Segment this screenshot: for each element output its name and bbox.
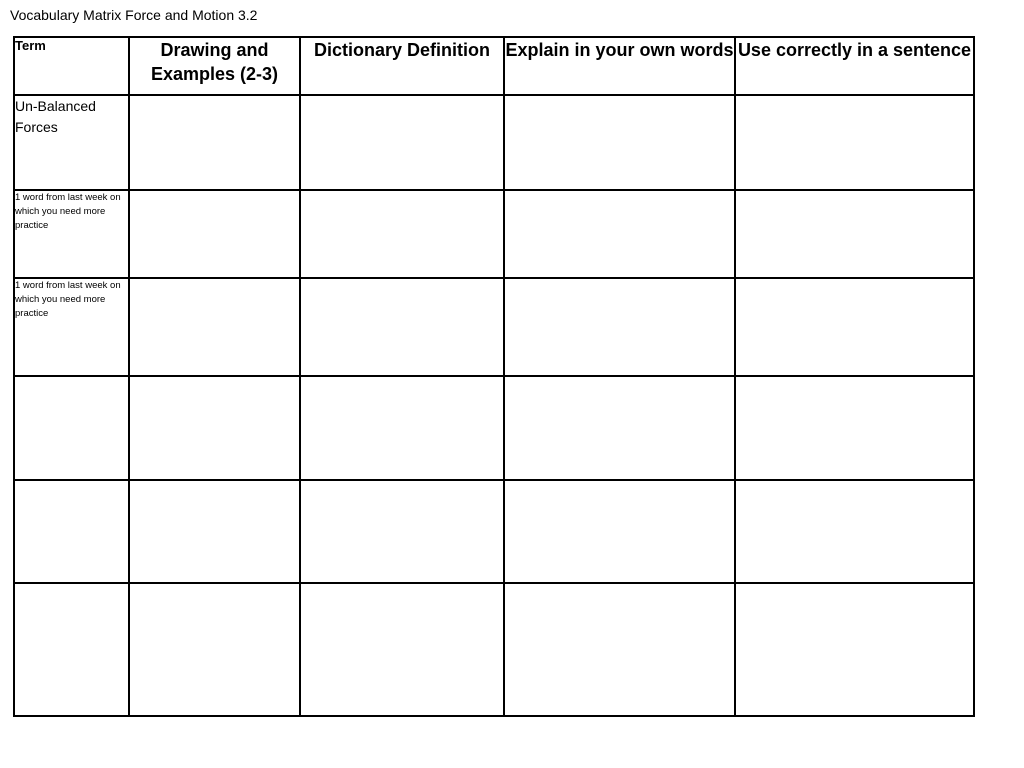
definition-cell[interactable] [300, 190, 504, 278]
drawing-cell[interactable] [129, 190, 300, 278]
explanation-cell[interactable] [504, 190, 735, 278]
explanation-cell[interactable] [504, 278, 735, 376]
table-row [14, 480, 974, 583]
term-cell: 1 word from last week on which you need more practice [14, 278, 129, 376]
header-drawing-examples: Drawing and Examples (2-3) [129, 37, 300, 95]
term-cell: Un-Balanced Forces [14, 95, 129, 190]
sentence-cell[interactable] [735, 95, 974, 190]
explanation-cell[interactable] [504, 480, 735, 583]
drawing-cell[interactable] [129, 376, 300, 480]
drawing-cell[interactable] [129, 95, 300, 190]
sentence-cell[interactable] [735, 190, 974, 278]
sentence-cell[interactable] [735, 583, 974, 716]
term-cell[interactable] [14, 480, 129, 583]
sentence-cell[interactable] [735, 376, 974, 480]
explanation-cell[interactable] [504, 95, 735, 190]
drawing-cell[interactable] [129, 278, 300, 376]
table-row [14, 278, 974, 376]
table-row [14, 376, 974, 480]
table-row [14, 95, 974, 190]
drawing-cell[interactable] [129, 480, 300, 583]
table-header-row [14, 37, 974, 95]
explanation-cell[interactable] [504, 583, 735, 716]
table-row [14, 190, 974, 278]
document-title: Vocabulary Matrix Force and Motion 3.2 [10, 7, 258, 23]
definition-cell[interactable] [300, 480, 504, 583]
definition-cell[interactable] [300, 278, 504, 376]
header-term: Term [14, 37, 129, 95]
table-row [14, 583, 974, 716]
term-cell[interactable] [14, 583, 129, 716]
definition-cell[interactable] [300, 583, 504, 716]
sentence-cell[interactable] [735, 480, 974, 583]
term-cell[interactable] [14, 376, 129, 480]
term-cell: 1 word from last week on which you need more practice [14, 190, 129, 278]
header-explain-own-words: Explain in your own words [504, 37, 735, 95]
explanation-cell[interactable] [504, 376, 735, 480]
definition-cell[interactable] [300, 376, 504, 480]
definition-cell[interactable] [300, 95, 504, 190]
header-dictionary-definition: Dictionary Definition [300, 37, 504, 95]
sentence-cell[interactable] [735, 278, 974, 376]
drawing-cell[interactable] [129, 583, 300, 716]
vocabulary-matrix-table [13, 36, 975, 717]
header-use-in-sentence: Use correctly in a sentence [735, 37, 974, 95]
